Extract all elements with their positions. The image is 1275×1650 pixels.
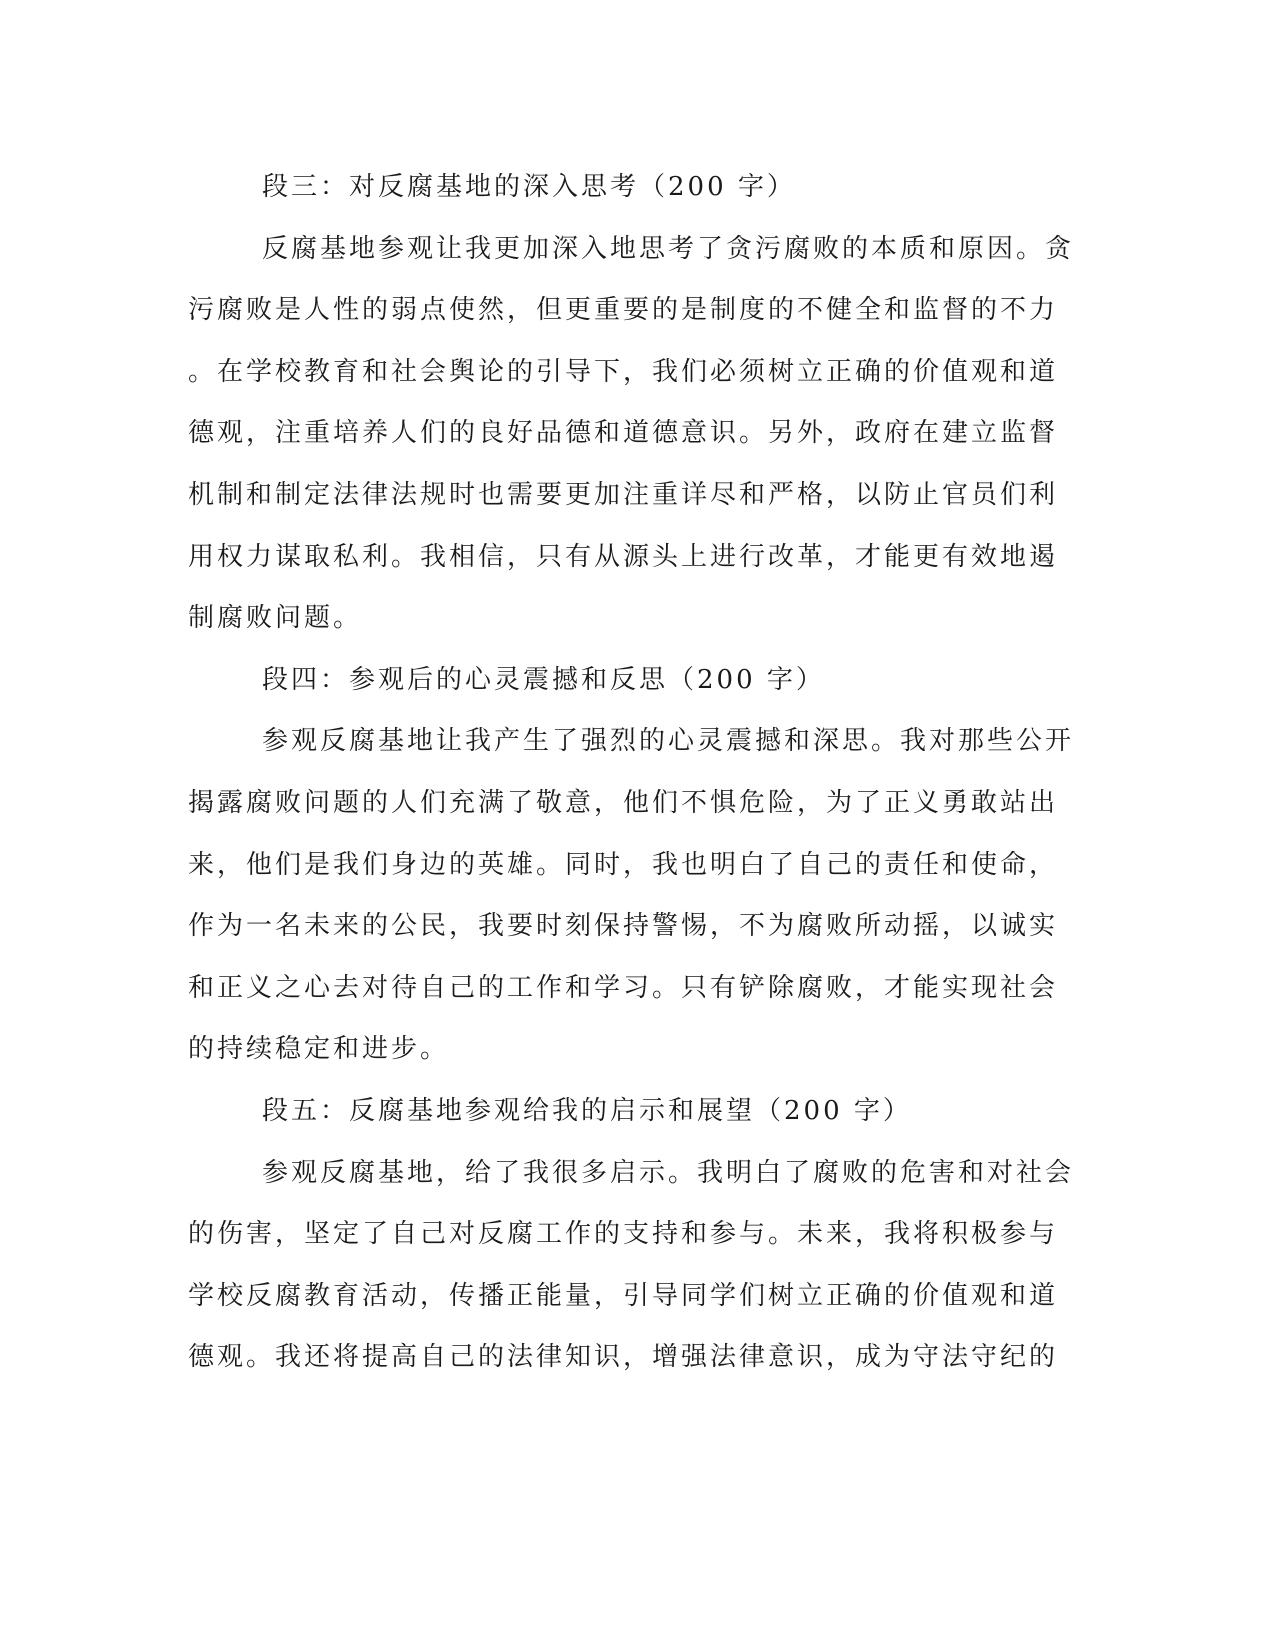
paragraph-line: 污腐败是人性的弱点使然，但更重要的是制度的不健全和监督的不力 [188,295,1059,326]
paragraph-line: 学校反腐教育活动，传播正能量，引导同学们树立正确的价值观和道 [188,1280,1059,1311]
section-heading-5: 段五：反腐基地参观给我的启示和展望（200 字） [262,1095,912,1126]
section-heading-4: 段四：参观后的心灵震撼和反思（200 字） [262,664,825,695]
paragraph-line: 参观反腐基地，给了我很多启示。我明白了腐败的危害和对社会 [262,1157,1075,1188]
paragraph-line: 和正义之心去对待自己的工作和学习。只有铲除腐败，才能实现社会 [188,972,1059,1003]
paragraph-line: 揭露腐败问题的人们充满了敬意，他们不惧危险，为了正义勇敢站出 [188,787,1059,818]
section-heading-3: 段三：对反腐基地的深入思考（200 字） [262,172,796,202]
paragraph-line: 反腐基地参观让我更加深入地思考了贪污腐败的本质和原因。贪 [262,233,1075,264]
paragraph-line: 的伤害，坚定了自己对反腐工作的支持和参与。未来，我将积极参与 [188,1219,1059,1250]
paragraph-line: 用权力谋取私利。我相信，只有从源头上进行改革，才能更有效地遏 [188,541,1059,572]
document-body [188,157,1078,1389]
paragraph-line: 的持续稳定和进步。 [188,1034,450,1065]
paragraph-line: 德观。我还将提高自己的法律知识，增强法律意识，成为守法守纪的 [188,1342,1059,1373]
paragraph-line: 。在学校教育和社会舆论的引导下，我们必须树立正确的价值观和道 [188,356,1059,387]
paragraph-line: 参观反腐基地让我产生了强烈的心灵震撼和深思。我对那些公开 [262,726,1075,757]
paragraph-line: 德观，注重培养人们的良好品德和道德意识。另外，政府在建立监督 [188,418,1059,449]
paragraph-line: 来，他们是我们身边的英雄。同时，我也明白了自己的责任和使命， [188,849,1059,880]
paragraph-line: 机制和制定法律法规时也需要更加注重详尽和严格，以防止官员们利 [188,479,1059,510]
paragraph-line: 制腐败问题。 [188,603,363,634]
paragraph-line: 作为一名未来的公民，我要时刻保持警惕，不为腐败所动摇，以诚实 [188,911,1059,942]
